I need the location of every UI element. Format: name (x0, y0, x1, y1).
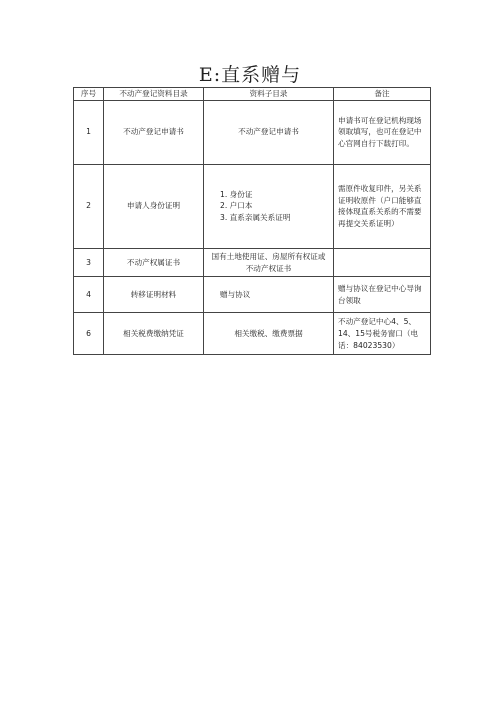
row-number: 6 (74, 313, 104, 355)
table-row (74, 100, 431, 164)
sub-item: 国有土地使用证、房屋所有权证或不动产权证书 (211, 251, 326, 273)
sub-item: 2. 户口本 (220, 201, 253, 211)
row-number: 4 (74, 277, 104, 313)
table-row (74, 248, 431, 277)
material-name: 相关税费缴纳凭证 (104, 313, 204, 355)
row-number: 3 (74, 248, 104, 277)
header-sub-items: 资料子目录 (204, 88, 334, 101)
table-row (74, 277, 431, 313)
sub-items (204, 164, 334, 248)
material-name: 转移证明材料 (104, 277, 204, 313)
page-title: E:直系赠与 (198, 64, 302, 86)
note: 不动产登记中心4、5、14、15号税务窗口（电话：84023530） (334, 313, 431, 355)
header-note: 备注 (334, 88, 431, 101)
sub-item: 赠与协议 (220, 289, 251, 299)
header-material: 不动产登记资料目录 (104, 88, 204, 101)
sub-item: 1. 身份证 (220, 189, 253, 199)
sub-item: 不动产登记申请书 (238, 127, 299, 137)
sub-items (204, 313, 334, 355)
note: 赠与协议在登记中心导询台领取 (334, 277, 431, 313)
table-header-row (74, 88, 431, 101)
note: 需原件收复印件，另关系证明收原件（户口能够直接体现直系关系的不需要再提交关系证明） (334, 164, 431, 248)
header-no: 序号 (74, 88, 104, 101)
material-name: 申请人身份证明 (104, 164, 204, 248)
sub-item: 3. 直系亲属关系证明 (220, 213, 291, 223)
note: 申请书可在登记机构现场领取填写，也可在登记中心官网自行下载打印。 (334, 100, 431, 164)
material-name: 不动产登记申请书 (104, 100, 204, 164)
table-row (74, 164, 431, 248)
sub-items (204, 277, 334, 313)
sub-items (204, 100, 334, 164)
sub-items (204, 248, 334, 277)
material-name: 不动产权属证书 (104, 248, 204, 277)
row-number: 1 (74, 100, 104, 164)
table-row (74, 313, 431, 355)
note (334, 248, 431, 277)
row-number: 2 (74, 164, 104, 248)
sub-item: 相关缴税、缴费票据 (234, 328, 303, 338)
materials-table (73, 87, 431, 355)
